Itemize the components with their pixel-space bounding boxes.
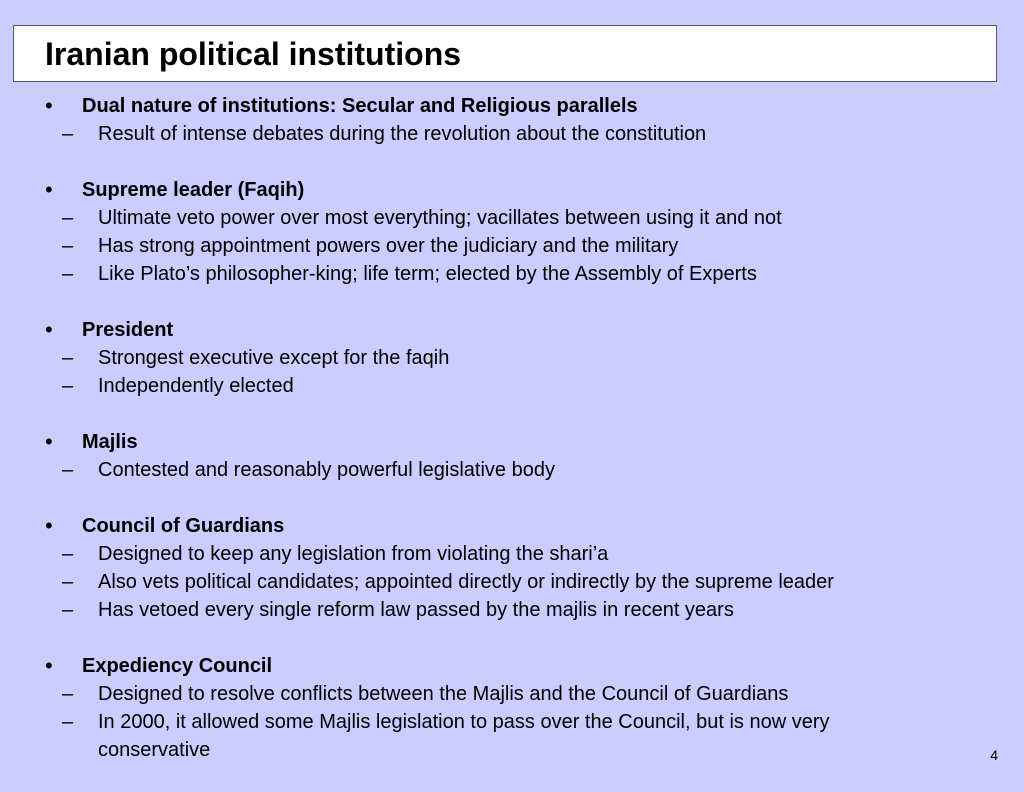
dash-icon: – xyxy=(62,235,74,257)
bullet-item xyxy=(0,316,1024,344)
page-number: 4 xyxy=(990,747,998,763)
sub-item xyxy=(0,260,1024,288)
title-box xyxy=(13,25,997,82)
sub-item-text: Contested and reasonably powerful legislative body xyxy=(98,459,555,481)
dash-icon: – xyxy=(62,571,74,593)
dash-icon: – xyxy=(62,459,74,481)
sub-item xyxy=(0,344,1024,372)
dash-icon: – xyxy=(62,683,74,705)
bullet-icon: • xyxy=(45,317,53,342)
section-majlis xyxy=(0,428,1024,484)
sub-item-text: Strongest executive except for the faqih xyxy=(98,347,450,369)
bullet-heading: Expediency Council xyxy=(82,655,273,677)
slide-content xyxy=(0,92,1024,792)
bullet-item xyxy=(0,512,1024,540)
sub-item xyxy=(0,456,1024,484)
section-supreme-leader xyxy=(0,176,1024,288)
bullet-heading: Dual nature of institutions: Secular and Religious parallels xyxy=(82,95,638,117)
bullet-heading: Majlis xyxy=(82,431,138,453)
dash-icon: – xyxy=(62,263,74,285)
sub-item-text: Has strong appointment powers over the judiciary and the military xyxy=(98,235,679,257)
section-president xyxy=(0,316,1024,400)
sub-item xyxy=(0,120,1024,148)
sub-item xyxy=(0,680,1024,708)
sub-item xyxy=(0,540,1024,568)
section-dual-nature xyxy=(0,92,1024,148)
sub-item-continuation xyxy=(0,736,1024,764)
dash-icon: – xyxy=(62,599,74,621)
sub-item xyxy=(0,204,1024,232)
sub-item-text: conservative xyxy=(98,739,211,761)
sub-item-text: Designed to keep any legislation from violating the shari’a xyxy=(98,543,609,565)
bullet-heading: President xyxy=(82,319,174,341)
sub-item-text: Has vetoed every single reform law passed by the majlis in recent years xyxy=(98,599,734,621)
sub-item-text: Like Plato’s philosopher-king; life term; elected by the Assembly of Experts xyxy=(98,263,757,285)
sub-item xyxy=(0,372,1024,400)
bullet-heading: Supreme leader (Faqih) xyxy=(82,179,305,201)
sub-item xyxy=(0,596,1024,624)
bullet-icon: • xyxy=(45,177,53,202)
bullet-item xyxy=(0,428,1024,456)
section-council-of-guardians xyxy=(0,512,1024,624)
section-expediency-council xyxy=(0,652,1024,764)
bullet-item xyxy=(0,92,1024,120)
dash-icon: – xyxy=(62,123,74,145)
dash-icon: – xyxy=(62,207,74,229)
sub-item xyxy=(0,568,1024,596)
bullet-icon: • xyxy=(45,513,53,538)
bullet-icon: • xyxy=(45,93,53,118)
sub-item xyxy=(0,232,1024,260)
dash-icon: – xyxy=(62,375,74,397)
dash-icon: – xyxy=(62,543,74,565)
sub-item-text: Result of intense debates during the revolution about the constitution xyxy=(98,123,707,145)
bullet-heading: Council of Guardians xyxy=(82,515,285,537)
bullet-icon: • xyxy=(45,429,53,454)
sub-item-text: Independently elected xyxy=(98,375,294,397)
bullet-item xyxy=(0,176,1024,204)
sub-item xyxy=(0,708,1024,736)
slide-title: Iranian political institutions xyxy=(45,36,462,72)
dash-icon: – xyxy=(62,347,74,369)
sub-item-text: Designed to resolve conflicts between the Majlis and the Council of Guardians xyxy=(98,683,789,705)
dash-icon: – xyxy=(62,711,74,733)
sub-item-text: Also vets political candidates; appointed directly or indirectly by the supreme leader xyxy=(98,571,834,593)
sub-item-text: Ultimate veto power over most everything; vacillates between using it and not xyxy=(98,207,782,229)
bullet-item xyxy=(0,652,1024,680)
bullet-icon: • xyxy=(45,653,53,678)
sub-item-text: In 2000, it allowed some Majlis legislation to pass over the Council, but is now very xyxy=(98,711,830,733)
